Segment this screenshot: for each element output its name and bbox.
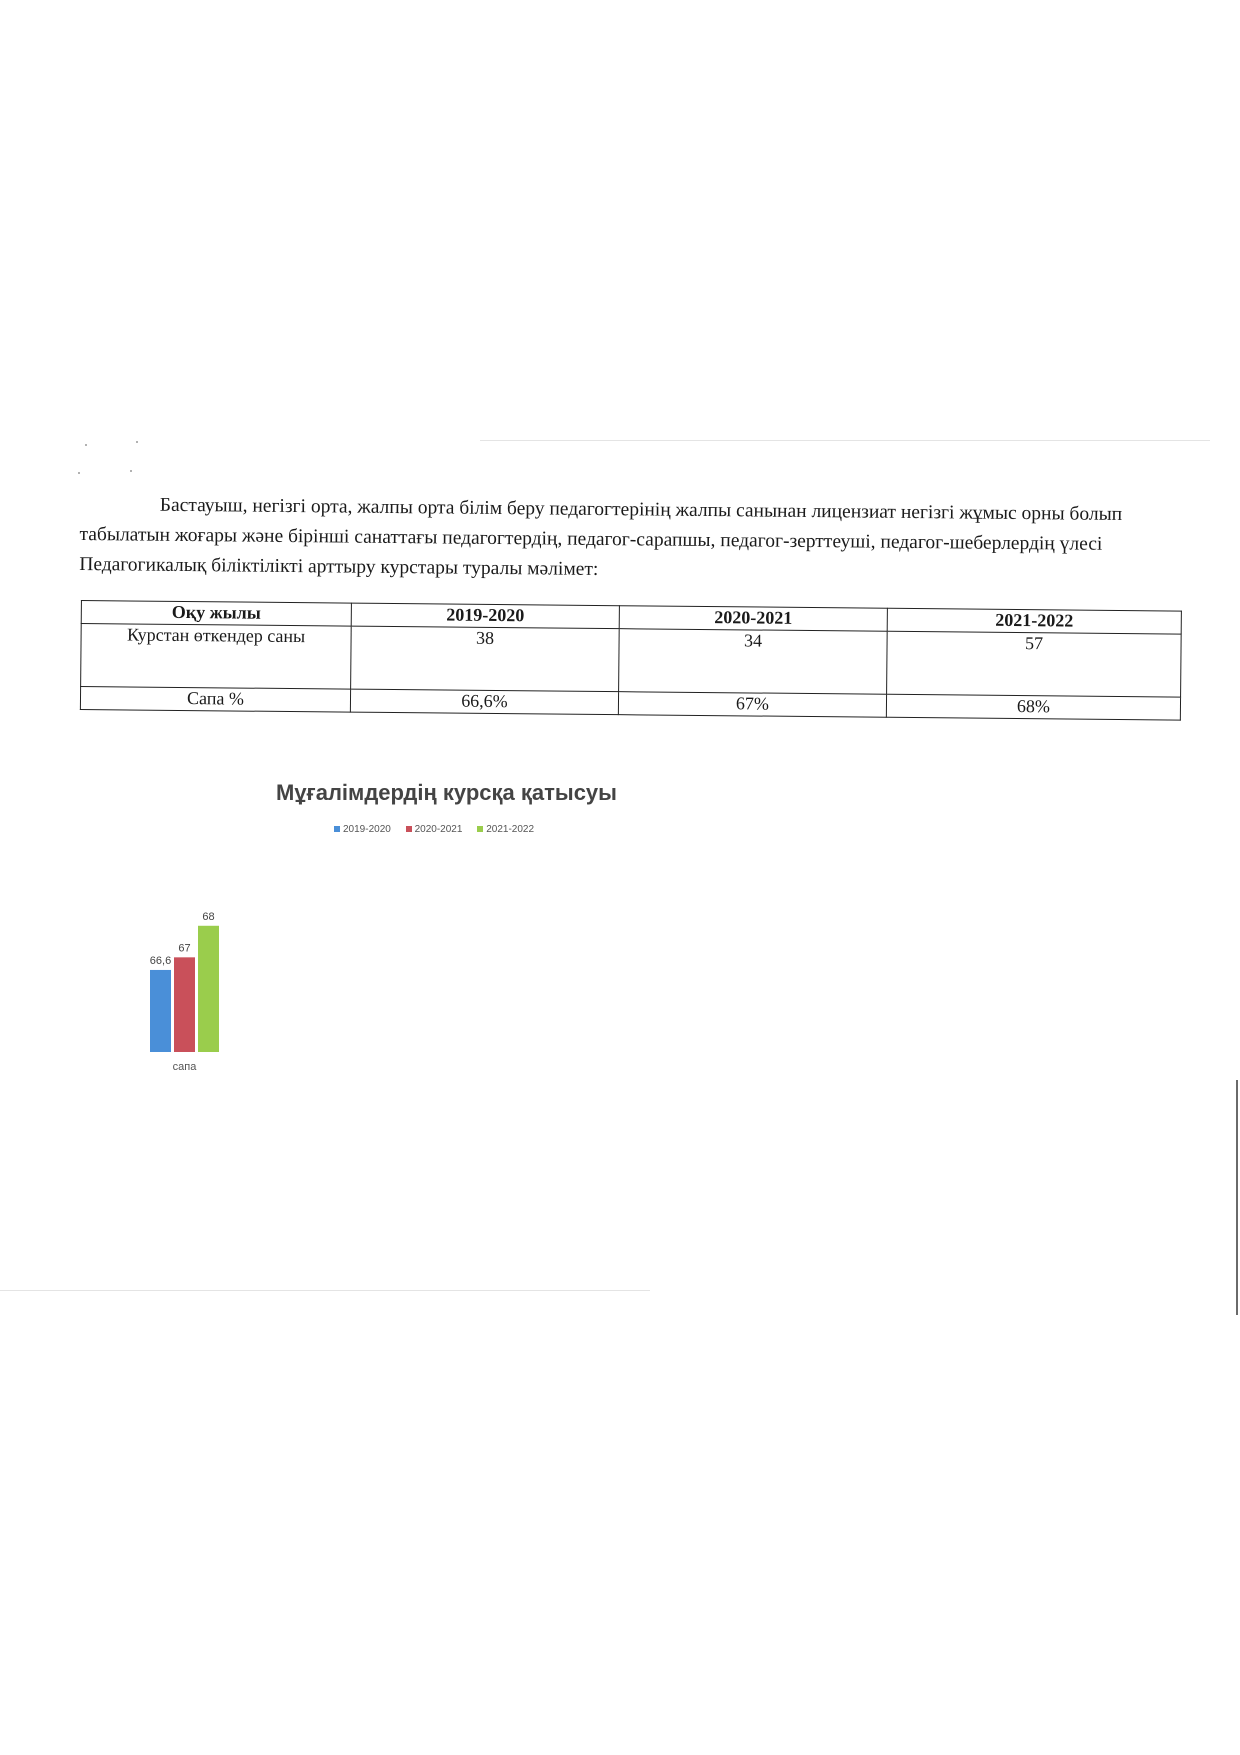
data-label: 66,6 bbox=[150, 954, 172, 967]
scan-page-edge bbox=[1236, 1080, 1238, 1315]
scan-line-bottom bbox=[0, 1290, 650, 1291]
table-cell: 38 bbox=[351, 626, 620, 692]
scan-speck bbox=[85, 444, 87, 446]
table-header-cell: 2019-2020 bbox=[351, 603, 619, 629]
table-cell: 67% bbox=[618, 692, 886, 718]
scan-speck bbox=[130, 470, 132, 472]
data-label: 67 bbox=[178, 942, 191, 955]
table-cell: 34 bbox=[619, 629, 888, 695]
scan-speck bbox=[78, 472, 80, 474]
bar-2020-2021 bbox=[174, 957, 195, 1052]
intro-line-2: табылатын жоғары және бірінші санаттағы педагогтердің, педагог-сарапшы, педагог-зерттеуші, педагог-шеберлердің үлесі bbox=[79, 523, 1103, 555]
bar-2021-2022 bbox=[198, 926, 219, 1052]
table-cell: 66,6% bbox=[350, 689, 618, 715]
legend-item bbox=[477, 824, 534, 835]
chart-title: Мұғалімдердің курсқа қатысуы bbox=[276, 780, 617, 805]
legend-item bbox=[406, 824, 463, 835]
row-label: Сапа % bbox=[80, 687, 350, 713]
chart-plot-area bbox=[150, 840, 630, 1080]
legend-label: 2020-2021 bbox=[414, 824, 463, 835]
legend-label: 2021-2022 bbox=[486, 824, 535, 835]
course-participation-chart bbox=[150, 780, 630, 1080]
table-header-cell: 2020-2021 bbox=[619, 606, 887, 632]
bar-2019-2020 bbox=[150, 970, 171, 1052]
intro-line-1: Бастауыш, негізгі орта, жалпы орта білім беру педагогтерінің жалпы санынан лицензиат негізгі жұмыс орны болып bbox=[159, 494, 1123, 526]
scan-line-top bbox=[480, 440, 1210, 441]
intro-line-3: Педагогикалық біліктілікті арттыру курстары туралы мәлімет: bbox=[79, 553, 599, 580]
scan-speck bbox=[136, 441, 138, 443]
chart-legend bbox=[334, 824, 546, 835]
table-cell: 57 bbox=[887, 631, 1182, 697]
courses-table bbox=[80, 600, 1182, 721]
intro-text bbox=[79, 490, 1180, 591]
category-label: сапа bbox=[172, 1061, 197, 1073]
legend-swatch bbox=[406, 826, 412, 832]
legend-item bbox=[334, 824, 391, 835]
table-header-cell: Оқу жылы bbox=[81, 601, 351, 627]
legend-swatch bbox=[477, 826, 483, 832]
data-label: 68 bbox=[202, 910, 215, 923]
legend-swatch bbox=[334, 826, 340, 832]
row-label: Курстан өткендер саны bbox=[81, 624, 352, 690]
table-row bbox=[81, 624, 1182, 698]
table-cell: 68% bbox=[886, 694, 1180, 720]
table-header-cell: 2021-2022 bbox=[887, 608, 1181, 634]
legend-label: 2019-2020 bbox=[343, 824, 391, 835]
